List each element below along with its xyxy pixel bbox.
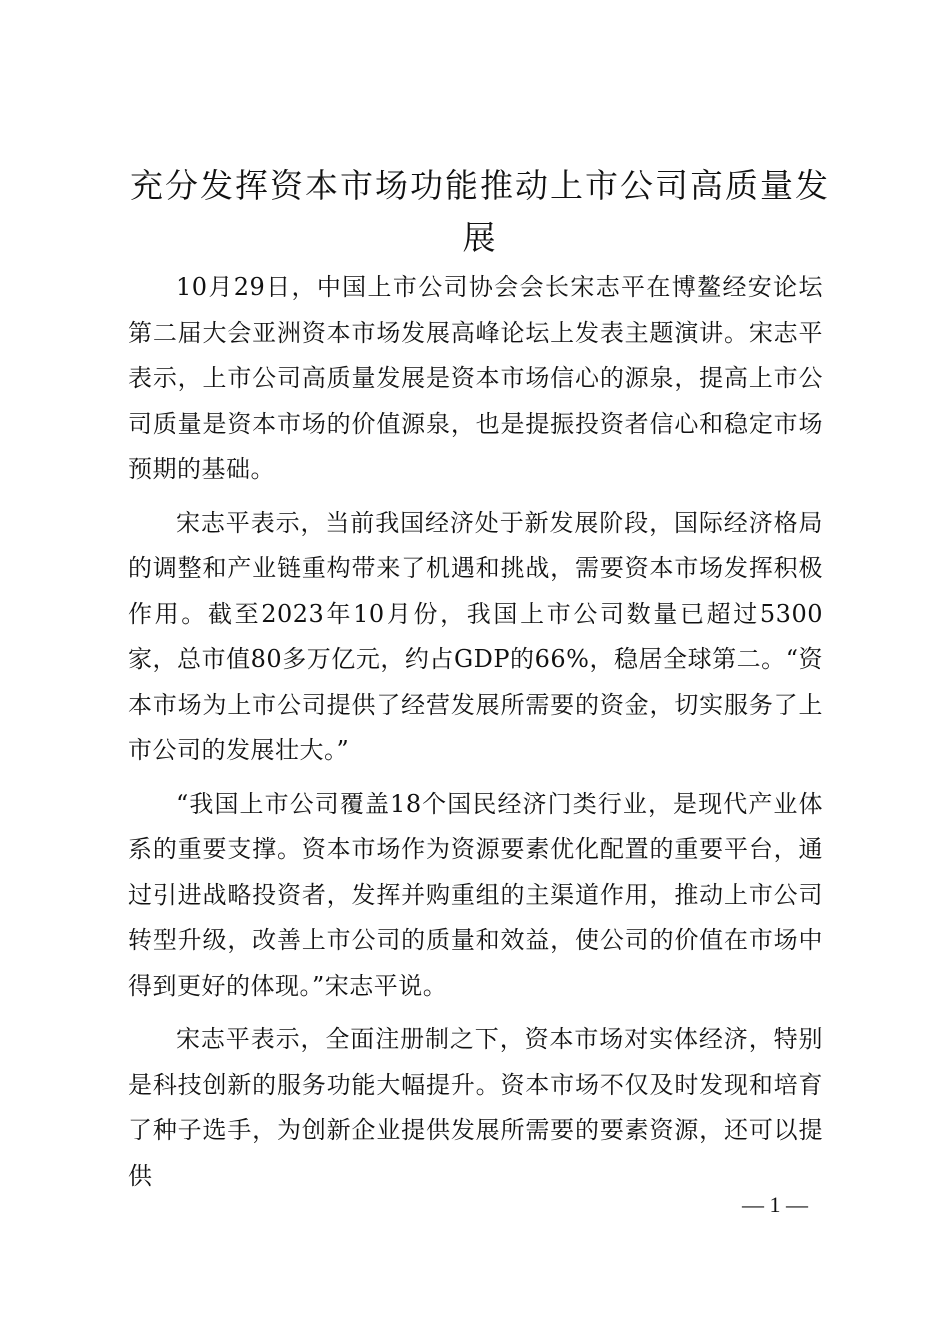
paragraph-2: 宋志平表示，当前我国经济处于新发展阶段，国际经济格局的调整和产业链重构带来了机遇和挑战，需要资本市场发挥积极作用。截至2023年10月份，我国上市公司数量已超过5300家，总市值80多万亿元，约占GDP的66%，稳居全球第二。“资本市场为上市公司提供了经营发展所需要的资金，切实服务了上市公司的发展壮大。” [128, 508, 823, 764]
document-body [128, 265, 823, 1207]
paragraph-3: “我国上市公司覆盖18个国民经济门类行业，是现代产业体系的重要支撑。资本市场作为资源要素优化配置的重要平台，通过引进战略投资者，发挥并购重组的主渠道作用，推动上市公司转型升级，改善上市公司的质量和效益，使公司的价值在市场中得到更好的体现。”宋志平说。 [128, 789, 823, 1000]
page-number: — 1 — [742, 1192, 808, 1217]
document-title: 充分发挥资本市场功能推动上市公司高质量发展 [130, 166, 830, 257]
paragraph-1: 10月29日，中国上市公司协会会长宋志平在博鳌经安论坛第二届大会亚洲资本市场发展高峰论坛上发表主题演讲。宋志平表示，上市公司高质量发展是资本市场信心的源泉，提高上市公司质量是资本市场的价值源泉，也是提振投资者信心和稳定市场预期的基础。 [128, 273, 823, 483]
paragraph-4: 宋志平表示，全面注册制之下，资本市场对实体经济，特别是科技创新的服务功能大幅提升。资本市场不仅及时发现和培育了种子选手，为创新企业提供发展所需要的要素资源，还可以提供 [128, 1025, 823, 1190]
